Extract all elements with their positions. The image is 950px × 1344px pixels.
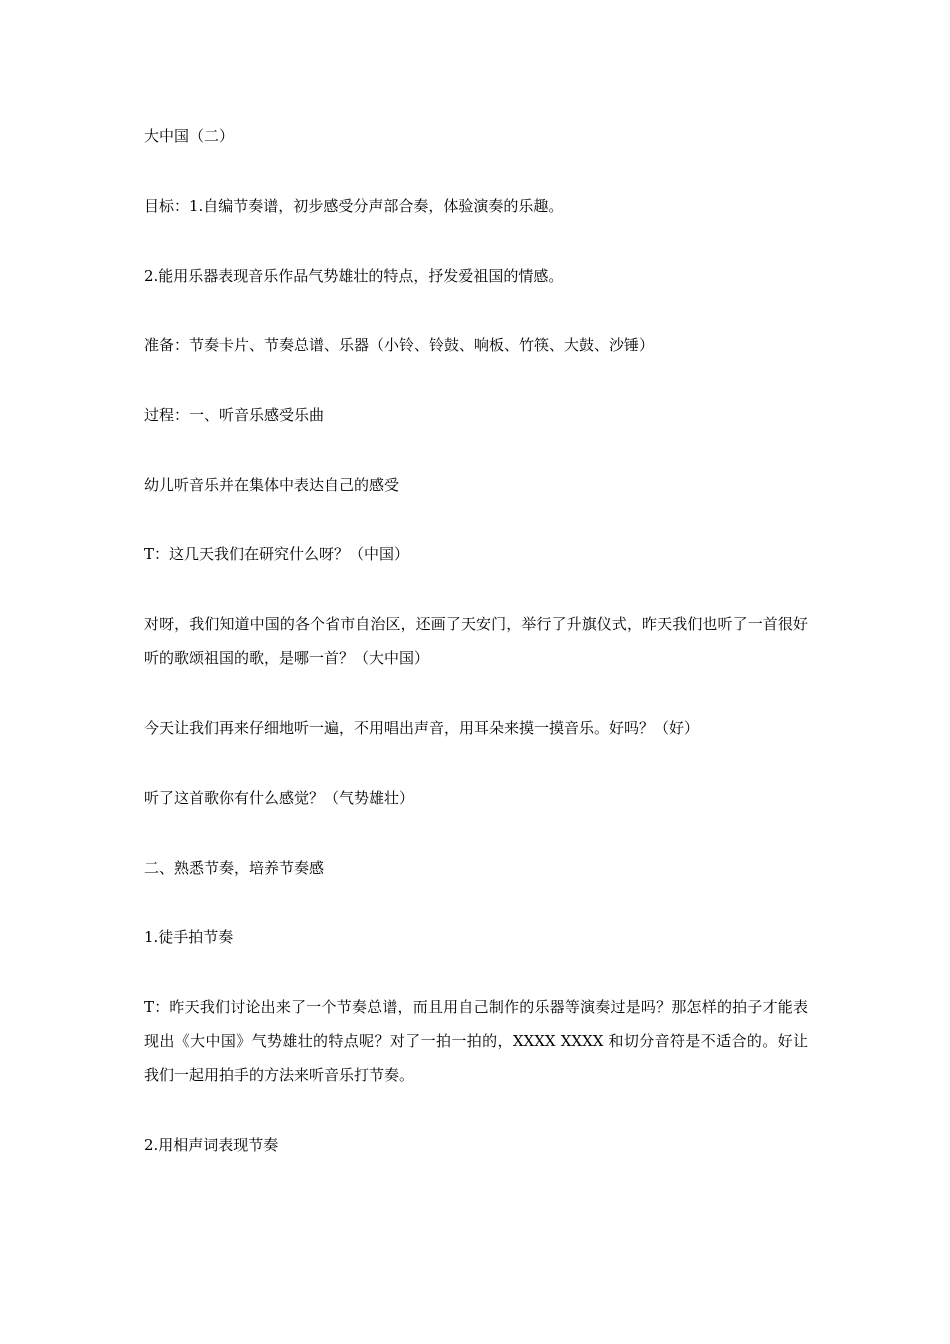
- dialogue-paragraph: 今天让我们再来仔细地听一遍，不用唱出声音，用耳朵来摸一摸音乐。好吗？（好）: [144, 719, 700, 737]
- document-title: 大中国（二）: [144, 127, 235, 145]
- subheading-2: 2.用相声词表现节奏: [144, 1136, 279, 1154]
- process-heading-1: 过程：一、听音乐感受乐曲: [144, 406, 325, 424]
- body-paragraph: 幼儿听音乐并在集体中表达自己的感受: [144, 476, 400, 494]
- subheading-1: 1.徒手拍节奏: [144, 928, 234, 946]
- dialogue-paragraph: 对呀，我们知道中国的各个省市自治区，还画了天安门，举行了升旗仪式，昨天我们也听了一首很好听的歌颂祖国的歌，是哪一首？（大中国）: [144, 615, 808, 667]
- dialogue-paragraph: T：这几天我们在研究什么呀？（中国）: [144, 545, 410, 563]
- goal-paragraph-2: 2.能用乐器表现音乐作品气势雄壮的特点，抒发爱祖国的情感。: [144, 267, 564, 285]
- preparation-paragraph: 准备：节奏卡片、节奏总谱、乐器（小铃、铃鼓、响板、竹筷、大鼓、沙锤）: [144, 336, 655, 354]
- process-heading-2: 二、熟悉节奏，培养节奏感: [144, 859, 325, 877]
- goal-paragraph-1: 目标：1.自编节奏谱，初步感受分声部合奏，体验演奏的乐趣。: [144, 197, 564, 215]
- dialogue-paragraph: T：昨天我们讨论出来了一个节奏总谱，而且用自己制作的乐器等演奏过是吗？那怎样的拍子才能表现出《大中国》气势雄壮的特点呢？对了一拍一拍的，XXXX XXXX 和切分音符是不适合的。好让我们一起用拍手的方法来听音乐打节奏。: [144, 998, 808, 1084]
- dialogue-paragraph: 听了这首歌你有什么感觉？（气势雄壮）: [144, 789, 415, 807]
